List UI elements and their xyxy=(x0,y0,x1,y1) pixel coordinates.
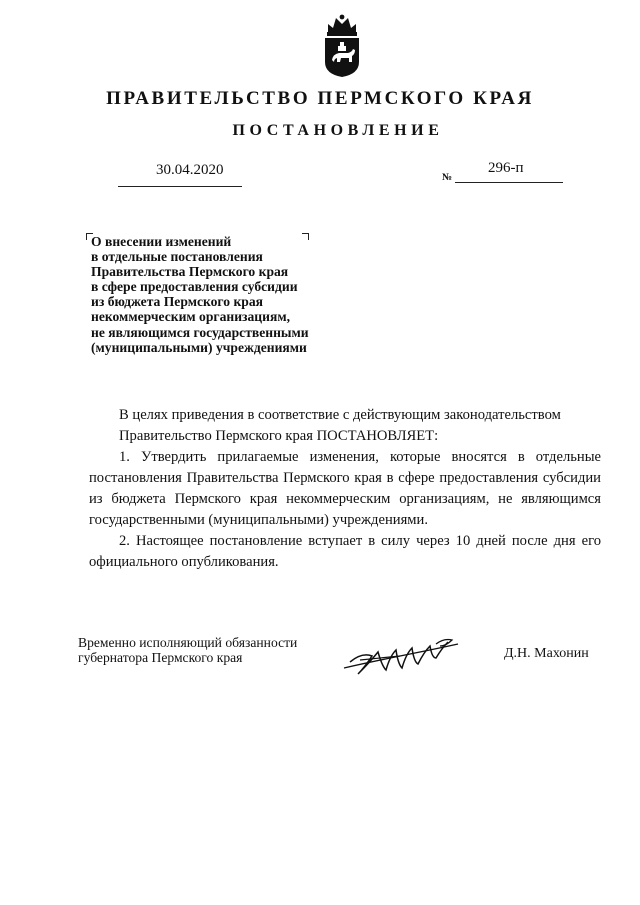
document-body xyxy=(89,405,601,573)
document-number: 296-п xyxy=(488,160,524,176)
subject-line: (муниципальными) учреждениями xyxy=(91,339,307,355)
signatory-name: Д.Н. Махонин xyxy=(504,646,589,661)
number-label: № xyxy=(442,172,453,183)
subject-line: некоммерческим организациям, xyxy=(91,309,290,325)
signatory-position-line1: Временно исполняющий обязанности xyxy=(78,635,298,650)
document-type: ПОСТАНОВЛЕНИЕ xyxy=(232,122,444,139)
subject-line: Правительства Пермского края xyxy=(91,264,289,280)
government-title: ПРАВИТЕЛЬСТВО ПЕРМСКОГО КРАЯ xyxy=(106,88,534,109)
number-field xyxy=(455,160,563,183)
subject-line: не являющимся государственными xyxy=(91,324,309,340)
subject-line: в отдельные постановления xyxy=(91,249,263,265)
body-intro-line1: В целях приведения в соответствие с действующим законодательством xyxy=(119,407,561,423)
document-date: 30.04.2020 xyxy=(156,162,224,178)
signatory-position-line2: губернатора Пермского края xyxy=(78,650,243,665)
signatory-position xyxy=(78,635,297,665)
document-subject xyxy=(91,234,361,355)
body-item-1: 1. Утвердить прилагаемые изменения, которые вносятся в отдельные постановления Правительства Пермского края в сфере предоставления субсидии из бюджета Пермского края некоммерческим организациям, не являющимся государственными (муниципальными) учреждениями. xyxy=(89,449,601,528)
handwritten-signature xyxy=(340,632,464,678)
body-item-2: 2. Настоящее постановление вступает в силу через 10 дней после дня его официального опубликования. xyxy=(89,533,601,570)
body-intro-line2: Правительство Пермского края ПОСТАНОВЛЯЕТ: xyxy=(119,428,439,444)
date-field xyxy=(118,162,242,187)
subject-line: О внесении изменений xyxy=(91,234,232,249)
subject-line: из бюджета Пермского края xyxy=(91,294,264,310)
subject-line: в сфере предоставления субсидии xyxy=(91,279,298,295)
coat-of-arms-icon xyxy=(322,12,362,78)
